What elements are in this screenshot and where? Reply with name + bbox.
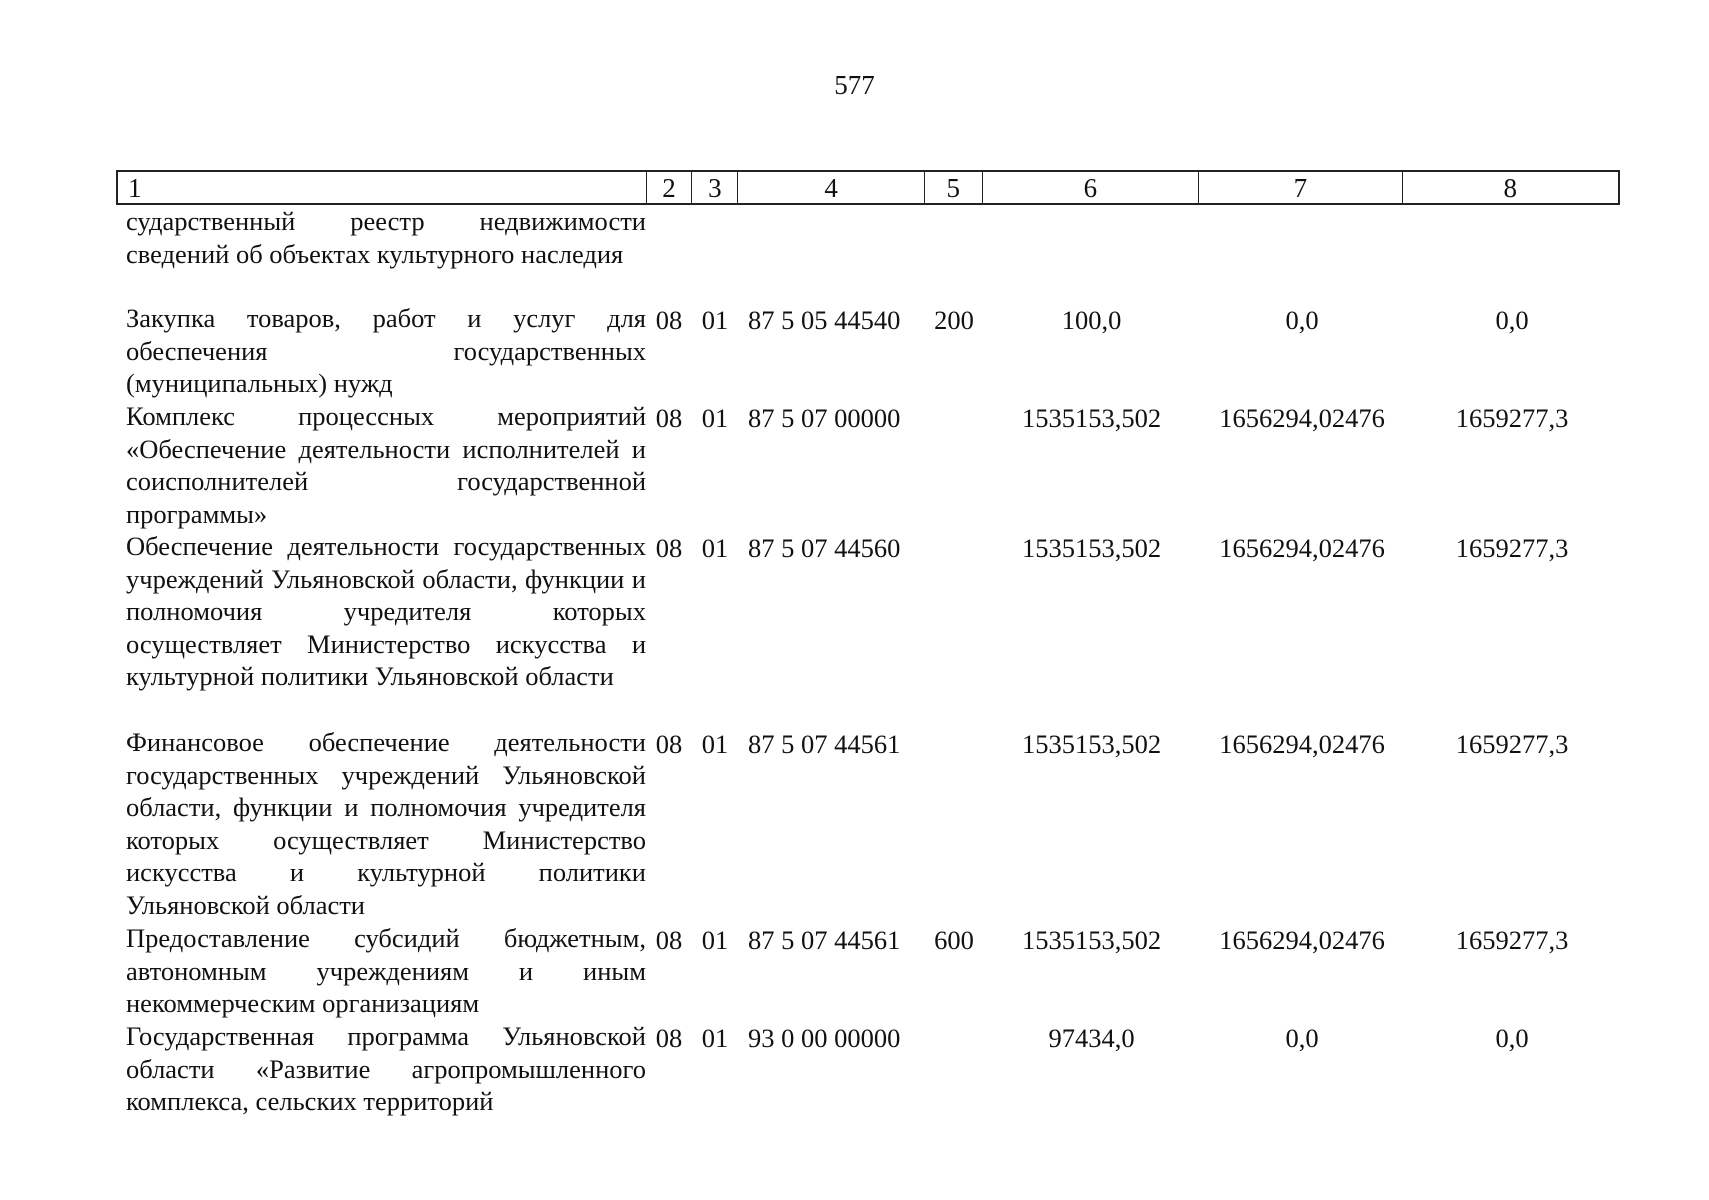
row-c4: 87 5 05 44540 bbox=[748, 305, 901, 335]
row-c3: 01 bbox=[701, 533, 729, 563]
row-name: Государственная программа Ульяновской области «Развитие агропромышленного комплекса, сельских территорий bbox=[126, 1021, 646, 1117]
row-c8: 0,0 bbox=[1495, 305, 1529, 335]
row-c8 bbox=[1404, 205, 1620, 302]
row-name: Обеспечение деятельности государственных учреждений Ульяновской области, функции и полномочия учредителя которых осуществляет Министерство искусства и культурной политики Ульяновской области bbox=[126, 531, 646, 692]
row-c6 bbox=[983, 205, 1200, 302]
row-c2: 08 bbox=[655, 403, 683, 433]
table-row bbox=[116, 205, 1620, 302]
table-row bbox=[116, 1020, 1620, 1118]
header-col-4: 4 bbox=[738, 172, 925, 203]
budget-table bbox=[116, 170, 1620, 1118]
header-col-2: 2 bbox=[647, 172, 693, 203]
row-c5: 600 bbox=[934, 925, 974, 955]
row-c8: 0,0 bbox=[1495, 1023, 1529, 1053]
row-c5 bbox=[925, 726, 983, 922]
header-col-5: 5 bbox=[925, 172, 983, 203]
row-c8: 1659277,3 bbox=[1455, 533, 1569, 563]
row-c4 bbox=[738, 205, 925, 302]
page-number: 577 bbox=[834, 70, 875, 100]
row-c6: 1535153,502 bbox=[1021, 729, 1162, 759]
header-col-8: 8 bbox=[1503, 173, 1518, 203]
row-name: Закупка товаров, работ и услуг для обеспечения государственных (муниципальных) нужд bbox=[126, 303, 646, 399]
row-c6: 1535153,502 bbox=[1021, 403, 1162, 433]
table-row bbox=[116, 530, 1620, 726]
row-c6: 1535153,502 bbox=[1021, 533, 1162, 563]
row-c3 bbox=[692, 205, 738, 302]
row-c3: 01 bbox=[701, 305, 729, 335]
row-c2: 08 bbox=[655, 925, 683, 955]
row-c2: 08 bbox=[655, 533, 683, 563]
row-c7 bbox=[1200, 205, 1404, 302]
row-c2: 08 bbox=[655, 729, 683, 759]
row-c8: 1659277,3 bbox=[1455, 403, 1569, 433]
row-c3: 01 bbox=[701, 925, 729, 955]
row-c3: 01 bbox=[701, 403, 729, 433]
row-c3: 01 bbox=[701, 729, 729, 759]
row-c4: 87 5 07 44561 bbox=[748, 925, 901, 955]
row-c5 bbox=[925, 530, 983, 726]
row-c2: 08 bbox=[655, 1023, 683, 1053]
row-c4: 87 5 07 44561 bbox=[748, 729, 901, 759]
row-c6: 100,0 bbox=[1061, 305, 1122, 335]
row-c6: 97434,0 bbox=[1048, 1023, 1135, 1053]
row-c8: 1659277,3 bbox=[1455, 925, 1569, 955]
row-c5: 200 bbox=[934, 305, 974, 335]
row-name: Предоставление субсидий бюджетным, автономным учреждениям и иным некоммерческим организациям bbox=[126, 923, 646, 1019]
header-col-6: 6 bbox=[983, 172, 1199, 203]
row-name: сударственный реестр недвижимости сведений об объектах культурного наследия bbox=[126, 206, 646, 269]
table-row bbox=[116, 400, 1620, 530]
row-c5 bbox=[925, 205, 983, 302]
row-c3: 01 bbox=[701, 1023, 729, 1053]
row-c7: 1656294,02476 bbox=[1219, 729, 1385, 759]
row-c4: 87 5 07 44560 bbox=[748, 533, 901, 563]
row-c2 bbox=[646, 205, 692, 302]
table-row bbox=[116, 302, 1620, 400]
row-c7: 1656294,02476 bbox=[1219, 533, 1385, 563]
row-c2: 08 bbox=[655, 305, 683, 335]
row-c8: 1659277,3 bbox=[1455, 729, 1569, 759]
row-c5 bbox=[925, 1020, 983, 1118]
header-col-3: 3 bbox=[692, 172, 738, 203]
header-col-7: 7 bbox=[1199, 172, 1402, 203]
table-row bbox=[116, 726, 1620, 922]
row-c5 bbox=[925, 400, 983, 530]
row-c7: 1656294,02476 bbox=[1219, 403, 1385, 433]
row-c4: 93 0 00 00000 bbox=[748, 1023, 901, 1053]
row-name: Финансовое обеспечение деятельности государственных учреждений Ульяновской области, функции и полномочия учредителя которых осуществляет Министерство искусства и культурной политики Ульяновской области bbox=[126, 727, 646, 920]
table-row bbox=[116, 922, 1620, 1020]
row-c7: 0,0 bbox=[1285, 1023, 1319, 1053]
header-col-1: 1 bbox=[118, 172, 647, 203]
table-header bbox=[116, 170, 1620, 205]
row-c6: 1535153,502 bbox=[1021, 925, 1162, 955]
row-c4: 87 5 07 00000 bbox=[748, 403, 901, 433]
row-c7: 0,0 bbox=[1285, 305, 1319, 335]
row-c7: 1656294,02476 bbox=[1219, 925, 1385, 955]
row-name: Комплекс процессных мероприятий «Обеспечение деятельности исполнителей и соисполнителей государственной программы» bbox=[126, 401, 646, 529]
